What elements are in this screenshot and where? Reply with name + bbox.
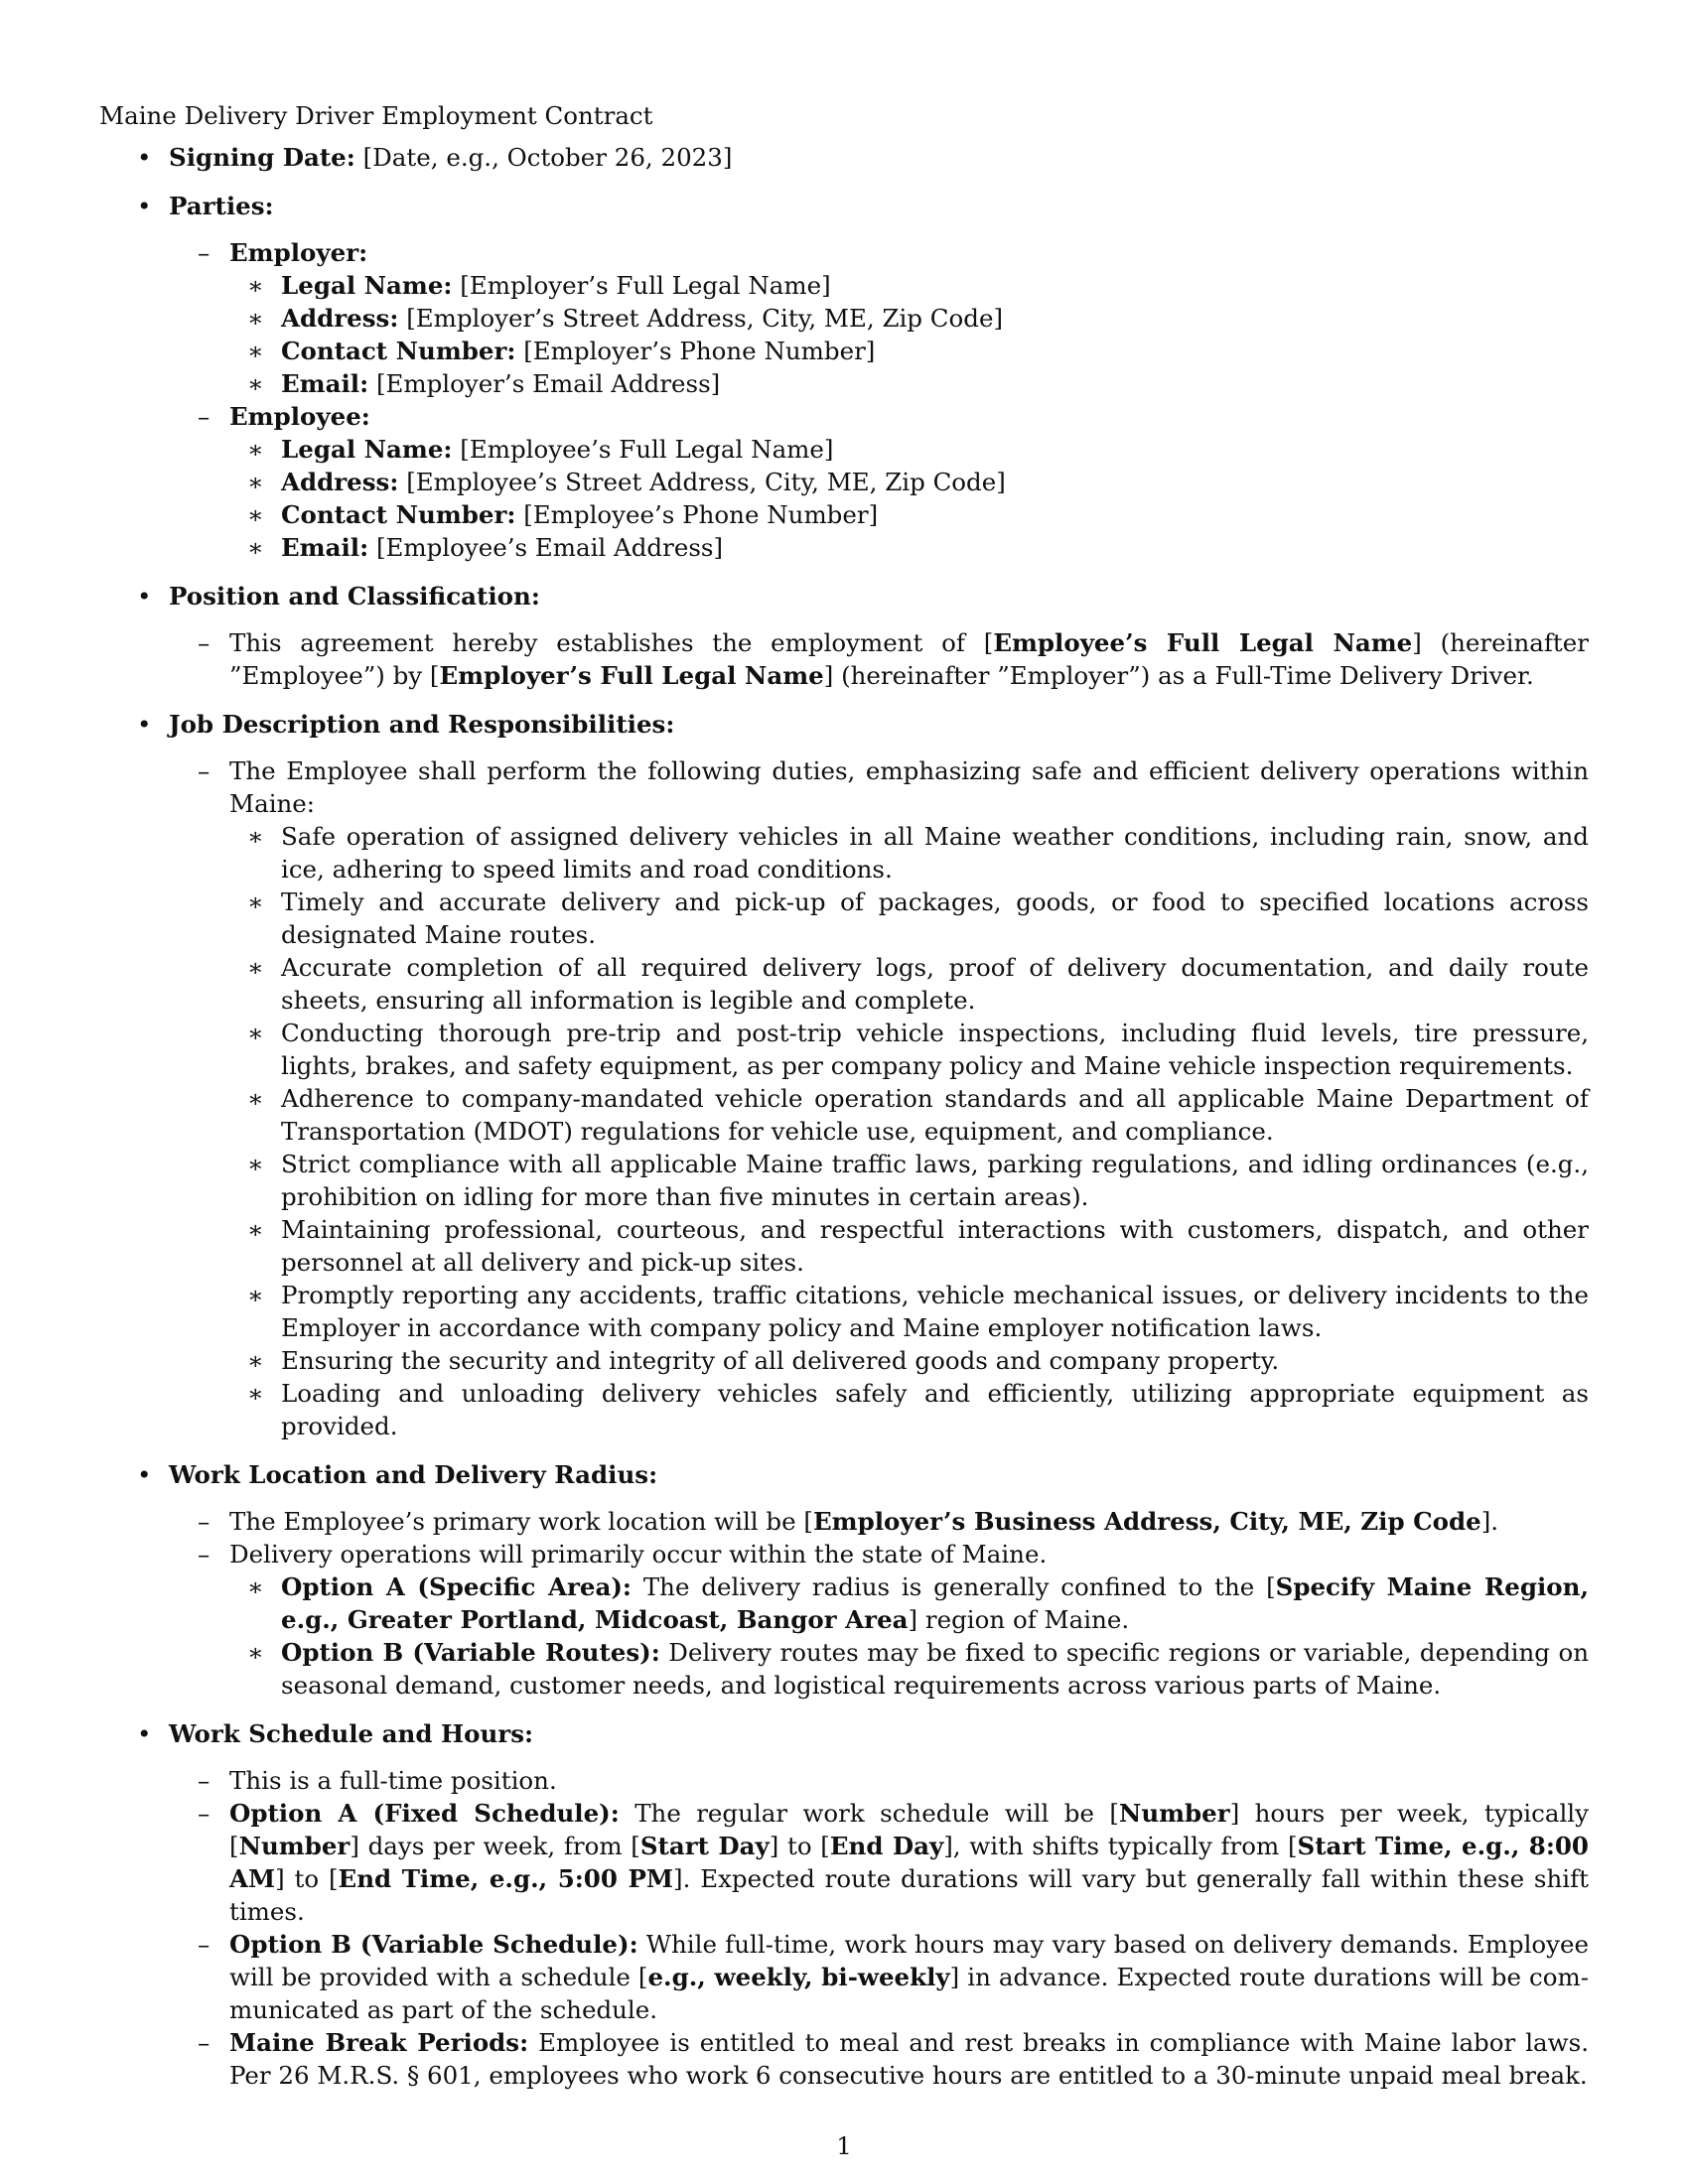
text-run: ] hours per week, typically [ xyxy=(229,1799,1589,1860)
field-label: Contact Number: xyxy=(281,500,516,529)
signing-date-value: [Date, e.g., October 26, 2023] xyxy=(362,143,733,172)
text-run: ] region of Maine. xyxy=(908,1605,1130,1634)
text-run: The Employee’s primary work location will be [ xyxy=(229,1507,813,1536)
placeholder: Number xyxy=(1118,1799,1230,1828)
employee-details xyxy=(229,433,1589,564)
employer-address xyxy=(169,302,1589,335)
duty-item: ∗ Maintaining professional, courteous, and respectful interactions with customers, dispatch, and other personnel at all delivery and pick-up sites. xyxy=(169,1213,1589,1279)
option-a-schedule xyxy=(169,1797,1589,1928)
field-value: [Employee’s Street Address, City, ME, Zip Code] xyxy=(406,468,1006,496)
duty-item: ∗ Adherence to company-mandated vehicle operation standards and all applicable Maine Department of Transportation (MDOT) regulations for vehicle use, equipment, and compliance. xyxy=(169,1082,1589,1148)
field-label: Address: xyxy=(281,304,399,333)
placeholder: Number xyxy=(238,1832,351,1860)
option-label: Option B (Variable Schedule): xyxy=(229,1930,638,1959)
job-intro-text: The Employee shall perform the following duties, emphasizing safe and efficient delivery operations within Maine: xyxy=(229,756,1589,818)
radius-options xyxy=(229,1570,1589,1702)
field-label: Email: xyxy=(281,369,369,398)
duty-item: ∗ Strict compliance with all applicable Maine traffic laws, parking regulations, and idling ordinances (e.g., prohibition on idling for more than five minutes in certain areas). xyxy=(169,1148,1589,1213)
text-run: ] to [ xyxy=(769,1832,830,1860)
option-label: Option A (Fixed Schedule): xyxy=(229,1799,620,1828)
signing-date-section xyxy=(99,141,1589,174)
employee-address xyxy=(169,466,1589,498)
text-run: The delivery radius is generally confined to the [ xyxy=(631,1572,1276,1601)
parties-heading: Parties: xyxy=(169,192,274,220)
page-number: 1 xyxy=(836,2131,852,2160)
option-b-schedule xyxy=(169,1928,1589,2026)
job-section xyxy=(99,708,1589,1442)
text-run: ]. Expected route durations will vary but generally fall within these shift times. xyxy=(229,1864,1590,1926)
field-label: Contact Number: xyxy=(281,337,516,365)
text-run: This agreement hereby establishes the employment of [ xyxy=(229,628,994,657)
text-run: ] (hereinafter ”Employer”) as a Full-Time Delivery Driver. xyxy=(823,661,1534,690)
contract-sections xyxy=(99,141,1589,2092)
job-intro xyxy=(169,754,1589,1442)
option-label: Option B (Variable Routes): xyxy=(281,1638,660,1667)
primary-location xyxy=(169,1505,1589,1538)
schedule-list xyxy=(169,1764,1589,2092)
employee-contact xyxy=(169,498,1589,531)
field-value: [Employee’s Email Address] xyxy=(375,533,724,562)
position-heading: Position and Classification: xyxy=(169,582,540,611)
text-run: ]. xyxy=(1480,1507,1499,1536)
field-value: [Employer’s Email Address] xyxy=(375,369,721,398)
job-list xyxy=(169,754,1589,1442)
position-section xyxy=(99,580,1589,692)
option-b-routes xyxy=(169,1636,1589,1702)
delivery-operations xyxy=(169,1538,1589,1702)
field-label: Legal Name: xyxy=(281,271,453,300)
placeholder: e.g., weekly, bi-weekly xyxy=(647,1963,950,1991)
employee-name-placeholder: Employee’s Full Legal Name xyxy=(993,628,1413,657)
employer-block xyxy=(169,236,1589,400)
fulltime-note: – This is a full-time position. xyxy=(169,1764,1589,1797)
break-periods xyxy=(169,2026,1589,2092)
job-heading: Job Description and Responsibilities: xyxy=(169,710,675,739)
field-value: [Employer’s Street Address, City, ME, Zip Code] xyxy=(406,304,1004,333)
text-run: Delivery routes may be fixed to specific regions or variable, depending on seasonal demand, customer needs, and logistical requirements across various parts of Maine. xyxy=(281,1638,1589,1700)
employee-block xyxy=(169,400,1589,564)
text-run: The regular work schedule will be [ xyxy=(619,1799,1119,1828)
business-address-placeholder: Employer’s Business Address, City, ME, Zip Code xyxy=(812,1507,1481,1536)
employer-label: Employer: xyxy=(229,238,368,267)
placeholder: Start Time, e.g., 8:00 AM xyxy=(229,1832,1589,1893)
duty-item: ∗ Promptly reporting any accidents, traffic citations, vehicle mechanical issues, or delivery incidents to the Employer in accordance with company policy and Maine employer notification laws. xyxy=(169,1279,1589,1344)
location-heading: Work Location and Delivery Radius: xyxy=(169,1460,658,1489)
text-run: ] in advance. Expected route durations will be communicated as part of the schedule. xyxy=(229,1963,1589,2024)
schedule-heading: Work Schedule and Hours: xyxy=(169,1719,534,1748)
employer-contact xyxy=(169,335,1589,367)
text-run: ], with shifts typically from [ xyxy=(943,1832,1298,1860)
signing-date-label: Signing Date: xyxy=(169,143,355,172)
parties-list xyxy=(169,236,1589,564)
document-title: Maine Delivery Driver Employment Contract xyxy=(99,101,653,130)
duty-item: ∗ Safe operation of assigned delivery vehicles in all Maine weather conditions, including rain, snow, and ice, adhering to speed limits and road conditions. xyxy=(169,820,1589,886)
field-label: Address: xyxy=(281,468,399,496)
placeholder: End Time, e.g., 5:00 PM xyxy=(338,1864,674,1893)
duty-item: ∗ Conducting thorough pre-trip and post-trip vehicle inspections, including fluid levels, tire pressure, lights, brakes, and safety equipment, as per company policy and Maine vehicle inspection requirements. xyxy=(169,1017,1589,1082)
duties-list xyxy=(229,820,1589,1442)
employer-email xyxy=(169,367,1589,400)
placeholder: Start Day xyxy=(639,1832,770,1860)
schedule-section xyxy=(99,1717,1589,2092)
field-value: [Employer’s Phone Number] xyxy=(523,337,876,365)
field-label: Legal Name: xyxy=(281,435,453,464)
position-text xyxy=(169,626,1589,692)
field-value: [Employee’s Full Legal Name] xyxy=(460,435,834,464)
field-value: [Employer’s Full Legal Name] xyxy=(460,271,831,300)
employee-label: Employee: xyxy=(229,402,370,431)
duty-item: ∗ Timely and accurate delivery and pick-up of packages, goods, or food to specified locations across designated Maine routes. xyxy=(169,886,1589,951)
duty-item: ∗ Loading and unloading delivery vehicles safely and efficiently, utilizing appropriate equipment as provided. xyxy=(169,1377,1589,1442)
location-list xyxy=(169,1505,1589,1702)
parties-section xyxy=(99,190,1589,564)
employer-legal-name xyxy=(169,269,1589,302)
duty-item: ∗ Ensuring the security and integrity of all delivered goods and company property. xyxy=(169,1344,1589,1377)
placeholder: End Day xyxy=(829,1832,944,1860)
option-label: Maine Break Periods: xyxy=(229,2028,529,2057)
region-placeholder: Specify Maine Region, e.g., Greater Portland, Midcoast, Bangor Area xyxy=(281,1572,1589,1634)
text-run: Employee is entitled to meal and rest breaks in compliance with Maine labor laws. Per 26 M.R.S. § 601, employees who work 6 consecutive hours are entitled to a 30-minute unpaid meal break. xyxy=(229,2028,1589,2090)
text-run: ] (hereinafter ”Employee”) by [ xyxy=(229,628,1589,690)
position-list xyxy=(169,626,1589,692)
text-run: ] to [ xyxy=(275,1864,339,1893)
text-run: While full-time, work hours may vary based on delivery demands. Employee will be provided with a schedule [ xyxy=(229,1930,1589,1991)
text-run: Delivery operations will primarily occur within the state of Maine. xyxy=(229,1540,1048,1569)
location-section xyxy=(99,1458,1589,1702)
field-value: [Employee’s Phone Number] xyxy=(523,500,879,529)
employer-details xyxy=(229,269,1589,400)
employee-email xyxy=(169,531,1589,564)
field-label: Email: xyxy=(281,533,369,562)
employee-legal-name xyxy=(169,433,1589,466)
contract-page xyxy=(99,99,1589,2108)
duty-item: ∗ Accurate completion of all required delivery logs, proof of delivery documentation, and daily route sheets, ensuring all information is legible and complete. xyxy=(169,951,1589,1017)
option-a-area xyxy=(169,1570,1589,1636)
text-run: ] days per week, from [ xyxy=(350,1832,640,1860)
employer-name-placeholder: Employer’s Full Legal Name xyxy=(439,661,824,690)
option-label: Option A (Specific Area): xyxy=(281,1572,632,1601)
